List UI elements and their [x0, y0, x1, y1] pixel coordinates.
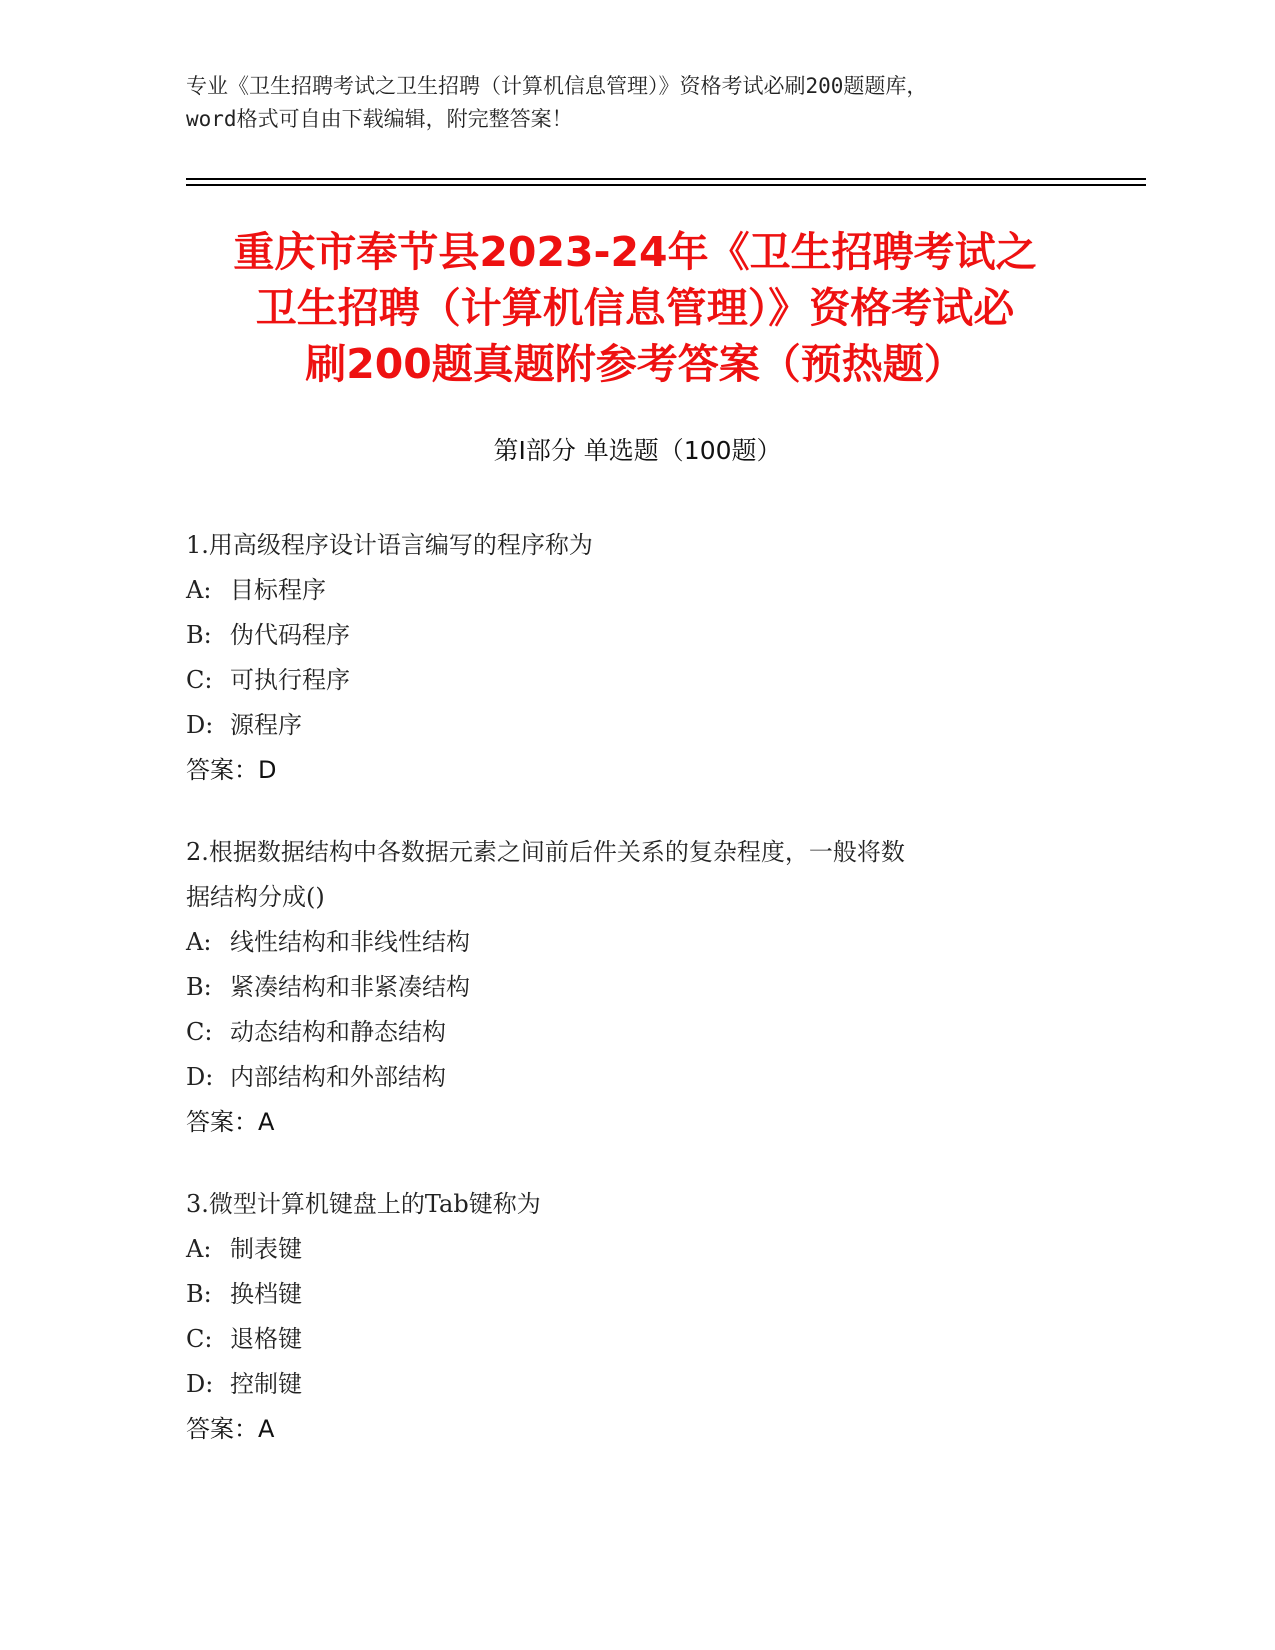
option-key: B:: [186, 973, 212, 1001]
option-text: 控制键: [230, 1370, 302, 1398]
question-stem: 1.用高级程序设计语言编写的程序称为: [186, 531, 593, 559]
option-text: 源程序: [230, 711, 302, 739]
option-text: 动态结构和静态结构: [230, 1018, 446, 1046]
option-key: B:: [186, 621, 212, 649]
option-key: A:: [186, 1235, 212, 1263]
option-b: [186, 965, 1086, 1010]
document-title: [190, 224, 1080, 392]
option-text: 紧凑结构和非紧凑结构: [230, 973, 470, 1001]
option-key: D:: [186, 711, 214, 739]
option-key: A:: [186, 928, 212, 956]
answer-line: 答案：D: [186, 756, 277, 784]
header-note-line: word格式可自由下载编辑，附完整答案！: [186, 107, 573, 131]
option-d: [186, 703, 1086, 748]
option-text: 制表键: [230, 1235, 302, 1263]
option-key: B:: [186, 1280, 212, 1308]
option-a: [186, 920, 1086, 965]
option-key: A:: [186, 576, 212, 604]
section-heading: 第Ⅰ部分 单选题（100题）: [493, 436, 782, 465]
option-key: C:: [186, 1325, 213, 1353]
question-2: [186, 830, 1086, 1145]
option-d: [186, 1362, 1086, 1407]
question-3: [186, 1182, 1086, 1452]
answer-line: 答案：A: [186, 1415, 275, 1443]
option-text: 伪代码程序: [230, 621, 350, 649]
option-b: [186, 1272, 1086, 1317]
option-c: [186, 658, 1086, 703]
option-text: 目标程序: [230, 576, 326, 604]
option-d: [186, 1055, 1086, 1100]
option-text: 退格键: [230, 1325, 302, 1353]
option-key: C:: [186, 666, 213, 694]
question-1: [186, 523, 1086, 793]
option-a: [186, 568, 1086, 613]
option-c: [186, 1010, 1086, 1055]
header-divider-line: [186, 184, 1146, 186]
option-key: D:: [186, 1370, 214, 1398]
document-title-line: 刷200题真题附参考答案（预热题）: [305, 340, 965, 388]
option-c: [186, 1317, 1086, 1362]
question-stem-continued: 据结构分成(): [186, 883, 325, 911]
option-b: [186, 613, 1086, 658]
option-key: D:: [186, 1063, 214, 1091]
option-text: 线性结构和非线性结构: [230, 928, 470, 956]
document-title-line: 卫生招聘（计算机信息管理）》资格考试必: [255, 284, 1015, 332]
question-stem: 2.根据数据结构中各数据元素之间前后件关系的复杂程度，一般将数: [186, 838, 905, 866]
option-key: C:: [186, 1018, 213, 1046]
header-divider-line: [186, 178, 1146, 180]
question-stem: 3.微型计算机键盘上的Tab键称为: [186, 1190, 541, 1218]
option-text: 内部结构和外部结构: [230, 1063, 446, 1091]
header-note-line: 专业《卫生招聘考试之卫生招聘（计算机信息管理）》资格考试必刷200题题库，: [186, 74, 928, 98]
option-a: [186, 1227, 1086, 1272]
header-note: [186, 70, 1086, 136]
option-text: 可执行程序: [230, 666, 350, 694]
option-text: 换档键: [230, 1280, 302, 1308]
document-title-line: 重庆市奉节县2023-24年《卫生招聘考试之: [233, 228, 1037, 276]
answer-line: 答案：A: [186, 1108, 275, 1136]
